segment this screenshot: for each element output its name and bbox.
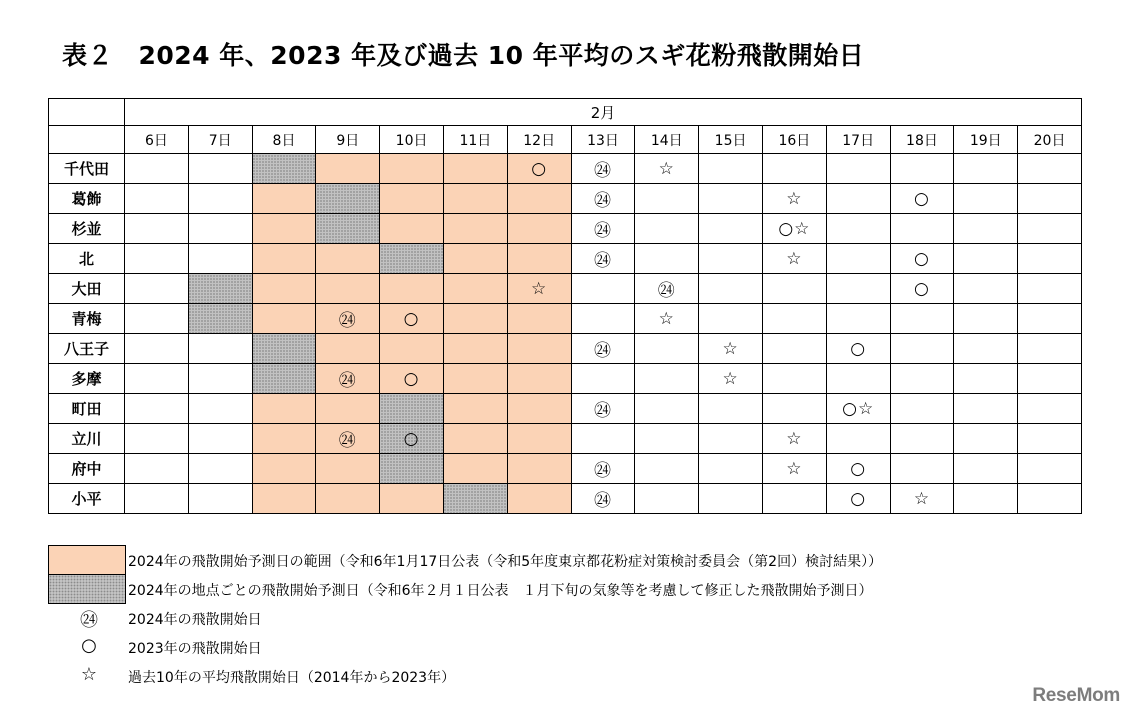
day-cell bbox=[826, 244, 890, 274]
marker: ☆ bbox=[786, 248, 803, 269]
day-header-row bbox=[49, 126, 1082, 154]
day-cell bbox=[826, 184, 890, 214]
ward-name: 大田 bbox=[49, 274, 125, 304]
day-cell bbox=[507, 454, 571, 484]
day-cell bbox=[571, 334, 635, 364]
legend-text: 2024年の飛散開始日 bbox=[128, 612, 262, 628]
day-cell bbox=[1018, 394, 1082, 424]
day-cell bbox=[252, 214, 316, 244]
marker: ㉔ bbox=[338, 371, 357, 391]
day-cell bbox=[699, 304, 763, 334]
day-cell bbox=[890, 424, 954, 454]
day-cell bbox=[125, 424, 189, 454]
day-cell bbox=[635, 184, 699, 214]
table-row bbox=[49, 424, 1082, 454]
day-cell bbox=[571, 274, 635, 304]
day-cell bbox=[890, 244, 954, 274]
day-header: 9日 bbox=[316, 126, 380, 154]
day-cell bbox=[826, 334, 890, 364]
day-cell bbox=[762, 484, 826, 514]
day-cell bbox=[762, 274, 826, 304]
day-cell bbox=[380, 304, 444, 334]
day-cell bbox=[507, 274, 571, 304]
marker: ☆ bbox=[531, 278, 548, 299]
day-cell bbox=[507, 214, 571, 244]
day-cell bbox=[443, 484, 507, 514]
day-cell bbox=[188, 274, 252, 304]
legend-item-2023-start bbox=[48, 632, 1088, 661]
day-cell bbox=[890, 394, 954, 424]
day-cell bbox=[1018, 424, 1082, 454]
marker: ㉔ bbox=[593, 461, 612, 481]
day-cell bbox=[125, 154, 189, 184]
day-cell bbox=[1018, 304, 1082, 334]
day-cell bbox=[1018, 274, 1082, 304]
day-cell bbox=[380, 334, 444, 364]
day-cell bbox=[252, 334, 316, 364]
day-cell bbox=[826, 274, 890, 304]
day-cell bbox=[252, 364, 316, 394]
marker: ㉔ bbox=[593, 191, 612, 211]
day-cell bbox=[954, 154, 1018, 184]
day-cell bbox=[507, 424, 571, 454]
marker: ☆ bbox=[658, 308, 675, 329]
marker: ○ bbox=[403, 368, 420, 389]
marker: ○ bbox=[914, 278, 930, 299]
table-row bbox=[49, 184, 1082, 214]
table-row bbox=[49, 394, 1082, 424]
day-cell bbox=[826, 214, 890, 244]
day-cell bbox=[316, 364, 380, 394]
day-cell bbox=[125, 394, 189, 424]
marker: ○ bbox=[914, 248, 930, 269]
day-cell bbox=[125, 334, 189, 364]
table-row bbox=[49, 304, 1082, 334]
day-cell bbox=[762, 154, 826, 184]
marker: ○ bbox=[850, 488, 867, 509]
marker: ㉔ bbox=[593, 221, 612, 241]
marker: ○ bbox=[850, 458, 867, 479]
day-cell bbox=[571, 484, 635, 514]
ward-name: 青梅 bbox=[49, 304, 125, 334]
day-cell bbox=[890, 154, 954, 184]
day-cell bbox=[890, 364, 954, 394]
day-cell bbox=[826, 424, 890, 454]
day-cell bbox=[571, 214, 635, 244]
day-cell bbox=[252, 274, 316, 304]
day-cell bbox=[316, 244, 380, 274]
day-cell bbox=[890, 274, 954, 304]
day-cell bbox=[252, 484, 316, 514]
day-cell bbox=[380, 364, 444, 394]
day-cell bbox=[252, 424, 316, 454]
day-cell bbox=[316, 454, 380, 484]
marker: ☆ bbox=[722, 368, 739, 389]
day-cell bbox=[954, 334, 1018, 364]
day-cell bbox=[125, 364, 189, 394]
day-cell bbox=[125, 484, 189, 514]
day-cell bbox=[188, 394, 252, 424]
ward-name: 千代田 bbox=[49, 154, 125, 184]
circle-icon: ○ bbox=[81, 635, 97, 656]
day-cell bbox=[571, 244, 635, 274]
day-cell bbox=[826, 394, 890, 424]
page-title: 表２ 2024 年、2023 年及び過去 10 年平均のスギ花粉飛散開始日 bbox=[62, 41, 865, 70]
day-cell bbox=[380, 424, 444, 454]
corner-cell bbox=[49, 126, 125, 154]
month-header-row bbox=[49, 99, 1082, 126]
legend-item-location-predicted bbox=[48, 574, 1088, 603]
day-cell bbox=[635, 244, 699, 274]
day-cell bbox=[125, 274, 189, 304]
day-cell bbox=[380, 184, 444, 214]
day-cell bbox=[699, 364, 763, 394]
day-cell bbox=[954, 304, 1018, 334]
ward-name: 葛飾 bbox=[49, 184, 125, 214]
day-cell bbox=[507, 304, 571, 334]
pollen-start-table bbox=[48, 98, 1082, 514]
table-row bbox=[49, 484, 1082, 514]
day-cell bbox=[571, 154, 635, 184]
day-cell bbox=[188, 484, 252, 514]
day-cell bbox=[762, 334, 826, 364]
day-cell bbox=[890, 214, 954, 244]
ward-name: 八王子 bbox=[49, 334, 125, 364]
day-cell bbox=[954, 484, 1018, 514]
day-cell bbox=[443, 424, 507, 454]
day-header: 8日 bbox=[252, 126, 316, 154]
day-cell bbox=[316, 484, 380, 514]
day-cell bbox=[571, 424, 635, 454]
day-cell bbox=[443, 214, 507, 244]
day-cell bbox=[571, 304, 635, 334]
day-cell bbox=[380, 214, 444, 244]
corner-cell bbox=[49, 99, 125, 126]
day-cell bbox=[443, 334, 507, 364]
table-row bbox=[49, 214, 1082, 244]
day-cell bbox=[316, 394, 380, 424]
day-cell bbox=[762, 304, 826, 334]
day-cell bbox=[954, 424, 1018, 454]
marker: ○☆ bbox=[778, 218, 811, 239]
day-cell bbox=[188, 154, 252, 184]
day-cell bbox=[188, 334, 252, 364]
day-cell bbox=[316, 304, 380, 334]
circled-24-icon: ㉔ bbox=[80, 610, 98, 631]
day-cell bbox=[699, 454, 763, 484]
day-cell bbox=[571, 394, 635, 424]
day-cell bbox=[954, 244, 1018, 274]
legend-text: 過去10年の平均飛散開始日（2014年から2023年） bbox=[128, 670, 456, 686]
marker: ○ bbox=[914, 188, 930, 209]
day-cell bbox=[635, 424, 699, 454]
day-cell bbox=[1018, 484, 1082, 514]
day-cell bbox=[571, 454, 635, 484]
day-header: 20日 bbox=[1018, 126, 1082, 154]
month-header: 2月 bbox=[125, 99, 1082, 126]
day-cell bbox=[252, 304, 316, 334]
marker: ○ bbox=[403, 428, 420, 449]
day-header: 13日 bbox=[571, 126, 635, 154]
day-cell bbox=[188, 244, 252, 274]
day-cell bbox=[571, 184, 635, 214]
legend-text: 2023年の飛散開始日 bbox=[128, 641, 262, 657]
day-cell bbox=[443, 274, 507, 304]
day-cell bbox=[316, 214, 380, 244]
day-cell bbox=[1018, 334, 1082, 364]
day-cell bbox=[507, 364, 571, 394]
table-row bbox=[49, 274, 1082, 304]
legend bbox=[48, 545, 1088, 690]
day-cell bbox=[954, 214, 1018, 244]
day-cell bbox=[316, 334, 380, 364]
day-cell bbox=[826, 364, 890, 394]
marker: ☆ bbox=[786, 458, 803, 479]
day-cell bbox=[380, 394, 444, 424]
day-cell bbox=[125, 304, 189, 334]
marker: ㉔ bbox=[593, 401, 612, 421]
day-cell bbox=[699, 484, 763, 514]
day-cell bbox=[762, 214, 826, 244]
day-cell bbox=[826, 304, 890, 334]
day-header: 16日 bbox=[762, 126, 826, 154]
day-cell bbox=[890, 484, 954, 514]
day-cell bbox=[635, 274, 699, 304]
day-cell bbox=[507, 154, 571, 184]
marker: ㉔ bbox=[593, 161, 612, 181]
day-cell bbox=[1018, 214, 1082, 244]
day-cell bbox=[699, 274, 763, 304]
day-cell bbox=[125, 214, 189, 244]
day-cell bbox=[699, 424, 763, 454]
day-cell bbox=[635, 454, 699, 484]
legend-text: 2024年の飛散開始予測日の範囲（令和6年1月17日公表（令和5年度東京都花粉症対策検討委員会（第2回）検討結果）） bbox=[128, 554, 883, 570]
day-cell bbox=[1018, 454, 1082, 484]
day-cell bbox=[890, 304, 954, 334]
day-header: 12日 bbox=[507, 126, 571, 154]
marker: ☆ bbox=[722, 338, 739, 359]
day-cell bbox=[954, 454, 1018, 484]
day-cell bbox=[125, 184, 189, 214]
location-predicted-swatch bbox=[48, 574, 126, 604]
marker: ☆ bbox=[786, 188, 803, 209]
legend-text: 2024年の地点ごとの飛散開始予測日（令和6年２月１日公表 １月下旬の気象等を考慮して修正した飛散開始予測日） bbox=[128, 583, 873, 599]
day-cell bbox=[507, 484, 571, 514]
marker: ㉔ bbox=[338, 431, 357, 451]
day-cell bbox=[188, 364, 252, 394]
day-cell bbox=[762, 424, 826, 454]
day-header: 7日 bbox=[188, 126, 252, 154]
day-cell bbox=[635, 214, 699, 244]
day-cell bbox=[635, 154, 699, 184]
day-cell bbox=[252, 244, 316, 274]
day-cell bbox=[762, 454, 826, 484]
day-cell bbox=[380, 244, 444, 274]
day-cell bbox=[443, 304, 507, 334]
day-cell bbox=[316, 154, 380, 184]
day-cell bbox=[252, 454, 316, 484]
day-cell bbox=[507, 394, 571, 424]
day-cell bbox=[890, 184, 954, 214]
day-cell bbox=[507, 184, 571, 214]
day-cell bbox=[507, 244, 571, 274]
day-cell bbox=[635, 394, 699, 424]
day-cell bbox=[316, 274, 380, 304]
day-cell bbox=[316, 424, 380, 454]
marker: ㉔ bbox=[593, 251, 612, 271]
marker: ☆ bbox=[913, 488, 931, 509]
day-cell bbox=[443, 154, 507, 184]
day-cell bbox=[252, 154, 316, 184]
day-cell bbox=[826, 454, 890, 484]
day-header: 10日 bbox=[380, 126, 444, 154]
day-cell bbox=[699, 154, 763, 184]
day-cell bbox=[188, 214, 252, 244]
day-cell bbox=[1018, 184, 1082, 214]
day-header: 17日 bbox=[826, 126, 890, 154]
marker: ○ bbox=[850, 338, 867, 359]
day-cell bbox=[762, 364, 826, 394]
day-cell bbox=[954, 364, 1018, 394]
ward-name: 小平 bbox=[49, 484, 125, 514]
table-row bbox=[49, 154, 1082, 184]
day-cell bbox=[1018, 154, 1082, 184]
day-cell bbox=[635, 304, 699, 334]
legend-item-average-start bbox=[48, 661, 1088, 690]
day-cell bbox=[699, 334, 763, 364]
day-cell bbox=[699, 184, 763, 214]
day-cell bbox=[252, 394, 316, 424]
day-cell bbox=[571, 364, 635, 394]
day-cell bbox=[188, 184, 252, 214]
day-cell bbox=[188, 454, 252, 484]
day-cell bbox=[762, 244, 826, 274]
day-cell bbox=[635, 364, 699, 394]
day-cell bbox=[635, 334, 699, 364]
day-cell bbox=[380, 154, 444, 184]
day-cell bbox=[954, 184, 1018, 214]
day-cell bbox=[125, 244, 189, 274]
day-cell bbox=[380, 274, 444, 304]
day-header: 14日 bbox=[635, 126, 699, 154]
marker: ㉔ bbox=[593, 341, 612, 361]
day-cell bbox=[890, 334, 954, 364]
day-cell bbox=[316, 184, 380, 214]
resemom-logo: ReseMom bbox=[1032, 685, 1120, 706]
day-cell bbox=[890, 454, 954, 484]
day-cell bbox=[507, 334, 571, 364]
day-cell bbox=[635, 484, 699, 514]
day-cell bbox=[443, 244, 507, 274]
marker: ○ bbox=[403, 308, 420, 329]
day-cell bbox=[762, 394, 826, 424]
marker: ☆ bbox=[658, 158, 675, 179]
day-cell bbox=[188, 304, 252, 334]
day-cell bbox=[380, 484, 444, 514]
marker: ○ bbox=[531, 158, 548, 179]
day-header: 18日 bbox=[890, 126, 954, 154]
ward-name: 北 bbox=[49, 244, 125, 274]
ward-name: 府中 bbox=[49, 454, 125, 484]
day-cell bbox=[699, 394, 763, 424]
table-row bbox=[49, 454, 1082, 484]
day-cell bbox=[443, 184, 507, 214]
ward-name: 立川 bbox=[49, 424, 125, 454]
day-cell bbox=[443, 364, 507, 394]
predicted-range-swatch bbox=[48, 545, 126, 575]
marker: ㉔ bbox=[593, 491, 612, 511]
day-cell bbox=[1018, 244, 1082, 274]
table-row bbox=[49, 364, 1082, 394]
day-cell bbox=[443, 454, 507, 484]
legend-item-2024-start bbox=[48, 603, 1088, 632]
day-cell bbox=[252, 184, 316, 214]
ward-name: 杉並 bbox=[49, 214, 125, 244]
day-cell bbox=[443, 394, 507, 424]
ward-name: 町田 bbox=[49, 394, 125, 424]
day-cell bbox=[826, 154, 890, 184]
marker: ☆ bbox=[786, 428, 803, 449]
day-header: 15日 bbox=[699, 126, 763, 154]
marker: ㉔ bbox=[657, 281, 676, 301]
day-header: 6日 bbox=[125, 126, 189, 154]
day-cell bbox=[954, 274, 1018, 304]
legend-item-predicted-range bbox=[48, 545, 1088, 574]
ward-name: 多摩 bbox=[49, 364, 125, 394]
star-icon: ☆ bbox=[80, 664, 98, 685]
day-cell bbox=[125, 454, 189, 484]
day-header: 19日 bbox=[954, 126, 1018, 154]
day-cell bbox=[826, 484, 890, 514]
day-cell bbox=[699, 244, 763, 274]
table-row bbox=[49, 334, 1082, 364]
day-cell bbox=[1018, 364, 1082, 394]
table-row bbox=[49, 244, 1082, 274]
day-cell bbox=[762, 184, 826, 214]
marker: ㉔ bbox=[338, 311, 357, 331]
marker: ○☆ bbox=[842, 398, 875, 419]
day-header: 11日 bbox=[443, 126, 507, 154]
day-cell bbox=[188, 424, 252, 454]
day-cell bbox=[699, 214, 763, 244]
day-cell bbox=[954, 394, 1018, 424]
day-cell bbox=[380, 454, 444, 484]
